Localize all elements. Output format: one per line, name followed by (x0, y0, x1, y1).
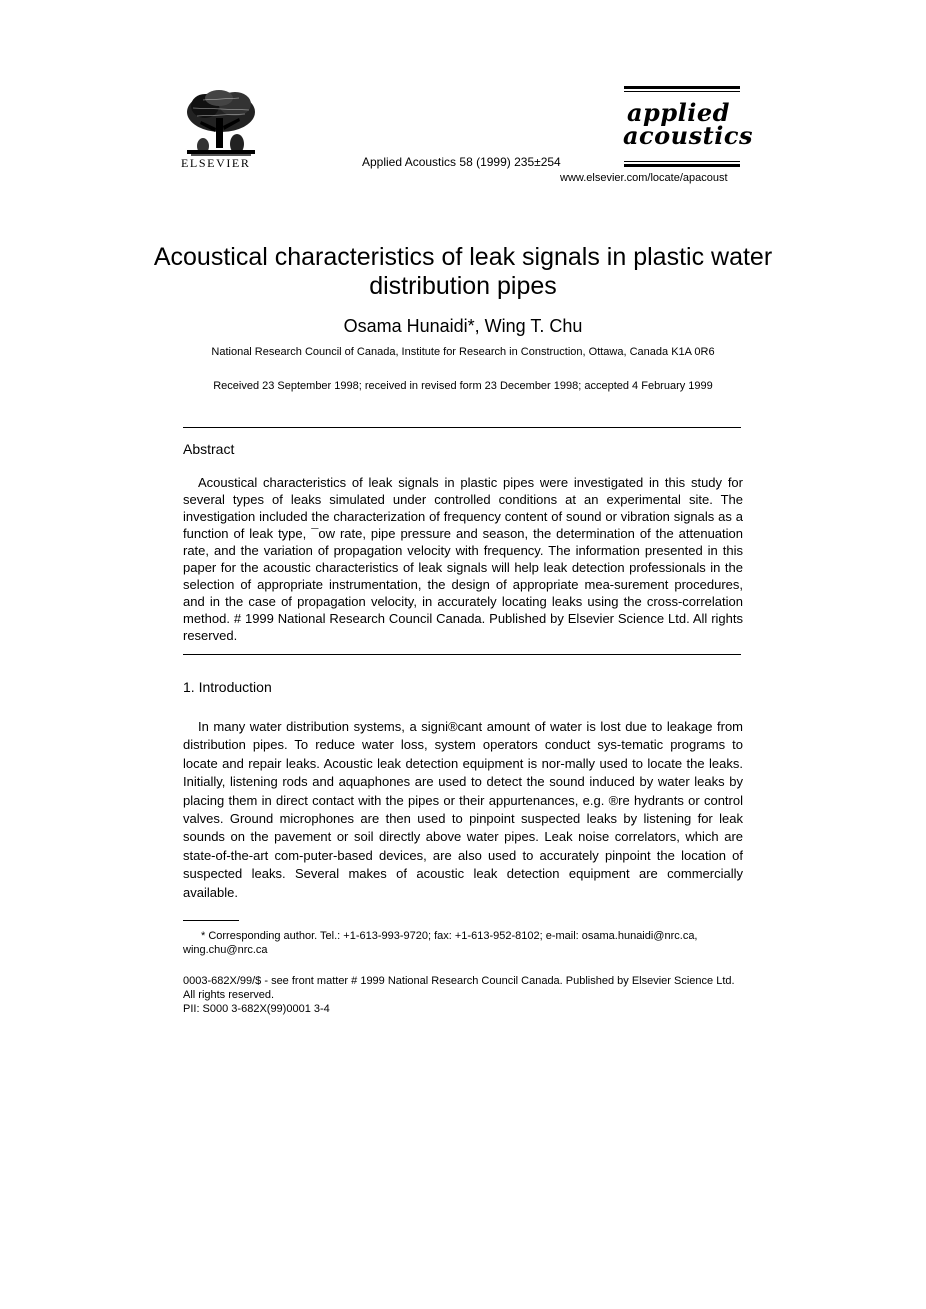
abstract-rule-bottom (183, 654, 741, 655)
journal-logo-word-acoustics: acoustics (623, 121, 753, 150)
footnote-rule (183, 920, 239, 921)
introduction-paragraph: In many water distribution systems, a signi®cant amount of water is lost due to leakage from distribution pipes. To reduce water loss, system operators conduct sys-tematic programs to locate and repair leaks. Acoustic leak detection equipment is nor-mally used to locate the leaks. Initially, listening rods and aquaphones are used to detect the sound induced by water leaks by placing them in direct contact with the pipes or their appurtenances, e.g. ®re hydrants or control valves. Ground microphones are then used to pinpoint suspected leaks by listening for leak sounds on the pavement or soil directly above water pipes. Leak noise correlators, which are state-of-the-art com-puter-based devices, are also used to accurately pinpoint the location of suspected leaks. Several makes of acoustic leak detection equipment are commercially available. (183, 719, 743, 900)
author-affiliation: National Research Council of Canada, Institute for Research in Construction, Ottawa, Canada K1A 0R6 (211, 346, 715, 358)
publisher-name: ELSEVIER (181, 156, 251, 170)
section-heading-introduction: 1. Introduction (183, 679, 272, 695)
journal-logo-rule-bottom (624, 164, 740, 167)
front-matter (183, 974, 743, 1016)
abstract-heading: Abstract (183, 441, 235, 457)
journal-logo-word-applied: applied (627, 98, 730, 127)
article-title: Acoustical characteristics of leak signals in plastic water distribution pipes (153, 243, 773, 300)
pii-line: PII: S000 3-682X(99)0001 3-4 (183, 1003, 330, 1015)
journal-url[interactable]: www.elsevier.com/locate/apacoust (560, 172, 728, 184)
corresponding-author-footnote: * Corresponding author. Tel.: +1-613-993-9720; fax: +1-613-952-8102; e-mail: osama.hunaidi@nrc.ca, wing.chu@nrc.ca (183, 930, 698, 956)
journal-logo-rule-top-thin (624, 91, 740, 92)
received-dates: Received 23 September 1998; received in revised form 23 December 1998; accepted 4 February 1999 (213, 380, 713, 392)
abstract-rule-top (183, 427, 741, 428)
article-authors: Osama Hunaidi*, Wing T. Chu (343, 316, 583, 336)
journal-reference: Applied Acoustics 58 (1999) 235±254 (362, 155, 561, 169)
journal-logo-rule-top (624, 86, 740, 89)
abstract-text: Acoustical characteristics of leak signals in plastic pipes were investigated in this study for several types of leaks simulated under controlled conditions at an experimental site. The investigation included the characterization of frequency content of sound or vibration signals as a function of leak type, ¯ow rate, pipe pressure and season, the determination of the attenuation rate, and the variation of propagation velocity with frequency. The information presented in this paper for the acoustic characteristics of leak signals will help leak detection professionals in the selection of appropriate instrumentation, the design of appropriate mea-surement procedures, and in the case of propagation velocity, in accurately locating leaks using the cross-correlation method. # 1999 National Research Council Canada. Published by Elsevier Science Ltd. All rights reserved. (183, 475, 743, 643)
copyright-line: 0003-682X/99/$ - see front matter # 1999 National Research Council Canada. Published by Elsevier Science Ltd. All rights reserved. (183, 975, 735, 1001)
journal-logo-rule-bottom-thin (624, 161, 740, 162)
